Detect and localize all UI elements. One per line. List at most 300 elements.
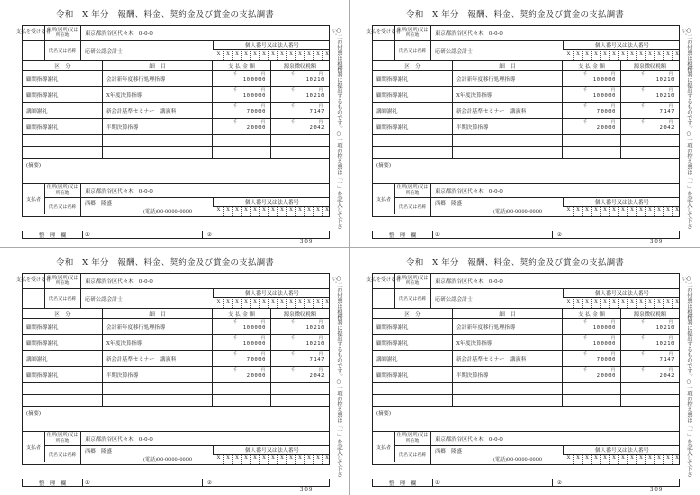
recipient-name-label: 氏名又は名称 — [45, 41, 81, 60]
unit-sen: 千 — [291, 87, 295, 92]
col-amount: 支 払 金 額 — [563, 309, 621, 318]
mynumber-cell: X — [618, 207, 627, 216]
mynumber-cell: X — [277, 299, 286, 308]
mynumber-cell: X — [232, 207, 241, 216]
payment-record-form-1 — [0, 0, 350, 247]
row-withholding: 2042 — [309, 373, 325, 379]
mynumber-cell: X — [232, 299, 241, 308]
mynumber-cell: X — [609, 299, 618, 308]
data-rows — [23, 319, 329, 383]
mynumber-cell: X — [618, 455, 627, 464]
mynumber-cell: X — [573, 207, 582, 216]
mynumber-cell: X — [241, 455, 250, 464]
unit-sen: 千 — [233, 367, 237, 372]
unit-sen: 千 — [291, 319, 295, 324]
data-rows — [373, 319, 679, 383]
payer-block-label: 支払者 — [23, 184, 45, 214]
mynumber-cell: X — [286, 299, 295, 308]
mynumber-cell: X — [250, 207, 259, 216]
mynumber-cell: X — [259, 51, 268, 60]
mynumber-cell: X — [241, 299, 250, 308]
mynumber-cell: X — [277, 51, 286, 60]
payer-block-label: 支払者 — [373, 432, 395, 462]
mynumber-cell: X — [618, 299, 627, 308]
form-code: 309 — [650, 239, 664, 245]
column-header-row — [373, 309, 679, 319]
row-kubun: 顧問指導謝礼 — [373, 119, 453, 134]
col-kubun: 区 分 — [23, 309, 103, 318]
mynumber-cell: X — [582, 299, 591, 308]
unit-en: 円 — [261, 335, 265, 340]
unit-en: 円 — [261, 87, 265, 92]
column-header-row — [23, 61, 329, 71]
mynumber-cell: X — [268, 299, 277, 308]
footer-box — [372, 479, 680, 487]
side-note: ○二の付票は税務署に提出するものです。○一項の控え票は「一」を記入して下さい。 — [330, 276, 342, 477]
unit-sen: 千 — [233, 71, 237, 76]
footer-box — [22, 479, 330, 487]
row-kubun: 顧問指導謝礼 — [373, 367, 453, 382]
row-withholding: 2042 — [309, 125, 325, 131]
summary-label: (摘要) — [376, 163, 391, 169]
row-amount: 20000 — [596, 125, 616, 131]
mynumber-cell: X — [663, 207, 672, 216]
mynumber-cell: X — [636, 455, 645, 464]
mynumber-cell: X — [268, 207, 277, 216]
unit-sen: 千 — [641, 71, 645, 76]
payer-phone: (電話)00-0000-0000 — [493, 209, 543, 215]
row-withholding: 2042 — [659, 373, 675, 379]
mynumber-cell: X — [663, 299, 672, 308]
col-saimoku: 細 目 — [103, 309, 213, 318]
payer-name-row — [23, 446, 329, 464]
unit-en: 円 — [319, 351, 323, 356]
row-withholding: 10210 — [655, 325, 675, 331]
mynumber-cell: X — [600, 455, 609, 464]
mynumber-cell: X — [286, 51, 295, 60]
form-grid — [16, 25, 330, 217]
footer-box — [372, 231, 680, 239]
mynumber-cell: X — [566, 455, 571, 461]
table-row — [23, 367, 329, 383]
recipient-address-row — [16, 26, 329, 41]
unit-en: 円 — [611, 87, 615, 92]
payer-name: 西郷 隆盛 — [435, 448, 462, 455]
mynumber-cell: X — [259, 455, 268, 464]
mynumber-cell: X — [322, 207, 331, 216]
col-kubun: 区 分 — [23, 61, 103, 70]
unit-en: 円 — [611, 119, 615, 124]
row-kubun: 顧問指導謝礼 — [373, 71, 453, 86]
unit-en: 円 — [669, 87, 673, 92]
mynumber-cell: X — [627, 207, 636, 216]
unit-sen: 千 — [233, 335, 237, 340]
column-header-row — [23, 309, 329, 319]
mynumber-cell: X — [313, 207, 322, 216]
mynumber-cell: X — [663, 455, 672, 464]
empty-row — [23, 147, 329, 159]
unit-sen: 千 — [291, 351, 295, 356]
mynumber-cell: X — [600, 207, 609, 216]
payer-name-row — [373, 198, 679, 216]
recipient-mynumber-label: 個人番号又は法人番号 — [213, 41, 330, 50]
form-title: 令和 X 年分 報酬、料金、契約金及び賞金の支払調書 — [406, 258, 624, 268]
payer-mynumber-label: 個人番号又は法人番号 — [563, 198, 680, 207]
mynumber-cell: X — [645, 455, 654, 464]
payer-mynumber — [564, 207, 681, 216]
table-row — [373, 335, 679, 351]
side-note: ○二の付票は税務署に提出するものです。○一項の控え票は「一」を記入して下さい。 — [680, 276, 692, 477]
footer-mark-1: ① — [83, 479, 203, 486]
row-amount: 100000 — [592, 77, 616, 83]
row-withholding: 10210 — [305, 325, 325, 331]
row-saimoku: 会計新年度移行処理指導 — [103, 71, 213, 86]
unit-sen: 千 — [583, 335, 587, 340]
unit-en: 円 — [669, 367, 673, 372]
footer-mark-2: ② — [207, 231, 212, 238]
payer-block-label: 支払者 — [373, 184, 395, 214]
row-amount: 100000 — [242, 77, 266, 83]
recipient-name-row — [373, 289, 679, 309]
footer-mark-2: ② — [557, 231, 562, 238]
unit-en: 円 — [319, 335, 323, 340]
row-kubun: 顧問指導謝礼 — [23, 71, 103, 86]
unit-en: 円 — [669, 119, 673, 124]
payer-mynumber — [214, 455, 331, 464]
col-withholding: 源泉徴収税額 — [633, 311, 667, 318]
mynumber-cell: X — [645, 299, 654, 308]
table-row — [23, 319, 329, 335]
table-row — [23, 71, 329, 87]
row-saimoku: 新会計基準セミナー 講演料 — [453, 351, 563, 366]
row-withholding: 7147 — [309, 109, 325, 115]
payer-phone: (電話)00-0000-0000 — [143, 209, 193, 215]
row-withholding: 7147 — [659, 109, 675, 115]
row-withholding: 10210 — [655, 341, 675, 347]
mynumber-cell: X — [654, 299, 663, 308]
row-kubun: 顧問指導謝礼 — [373, 87, 453, 102]
mynumber-cell: X — [636, 207, 645, 216]
payer-name: 西郷 隆盛 — [85, 200, 112, 207]
recipient-name: 応研公認会計士 — [85, 296, 123, 303]
payer-address: 東京都渋谷区代々木 0-0-0 — [85, 436, 153, 443]
unit-sen: 千 — [641, 351, 645, 356]
mynumber-cell: X — [582, 455, 591, 464]
payer-address: 東京都渋谷区代々木 0-0-0 — [85, 188, 153, 195]
mynumber-cell: X — [322, 455, 331, 464]
summary-row — [373, 407, 679, 432]
recipient-block-label: 支払を受ける者 — [23, 274, 45, 288]
row-withholding: 7147 — [659, 357, 675, 363]
mynumber-cell: X — [216, 51, 221, 57]
mynumber-cell: X — [573, 299, 582, 308]
unit-sen: 千 — [583, 103, 587, 108]
unit-sen: 千 — [233, 119, 237, 124]
mynumber-cell: X — [286, 455, 295, 464]
row-kubun: 顧問指導謝礼 — [23, 319, 103, 334]
payer-address-label: 住所(居所)又は所在地 — [395, 432, 431, 445]
unit-sen: 千 — [583, 351, 587, 356]
unit-sen: 千 — [583, 71, 587, 76]
empty-row — [373, 147, 679, 159]
row-amount: 70000 — [596, 357, 616, 363]
footer-label: 整 理 欄 — [23, 479, 83, 486]
col-withholding: 源泉徴収税額 — [633, 63, 667, 70]
unit-sen: 千 — [641, 119, 645, 124]
row-withholding: 10210 — [655, 93, 675, 99]
recipient-name: 応研公認会計士 — [85, 48, 123, 55]
recipient-address-row — [16, 274, 329, 289]
mynumber-cell: X — [268, 455, 277, 464]
mynumber-cell: X — [609, 207, 618, 216]
unit-sen: 千 — [641, 367, 645, 372]
form-title: 令和 X 年分 報酬、料金、契約金及び賞金の支払調書 — [56, 10, 274, 20]
unit-en: 円 — [669, 71, 673, 76]
footer-mark-1: ① — [83, 231, 203, 238]
recipient-address-row — [366, 26, 679, 41]
unit-sen: 千 — [291, 367, 295, 372]
mynumber-cell: X — [295, 207, 304, 216]
payer-mynumber — [564, 455, 681, 464]
mynumber-cell: X — [591, 207, 600, 216]
payer-name: 西郷 隆盛 — [435, 200, 462, 207]
row-amount: 100000 — [242, 341, 266, 347]
unit-en: 円 — [611, 351, 615, 356]
recipient-address: 東京都渋谷区代々木 0-0-0 — [85, 31, 153, 37]
mynumber-cell: X — [654, 207, 663, 216]
footer-mark-1: ① — [433, 479, 553, 486]
recipient-name-label: 氏名又は名称 — [45, 289, 81, 308]
summary-row — [23, 159, 329, 184]
mynumber-cell: X — [268, 51, 277, 60]
summary-label: (摘要) — [376, 411, 391, 417]
row-kubun: 顧問指導謝礼 — [373, 319, 453, 334]
mynumber-cell: X — [591, 455, 600, 464]
row-saimoku: X年度決算指導 — [103, 335, 213, 350]
row-amount: 100000 — [592, 341, 616, 347]
mynumber-cell: X — [600, 51, 609, 60]
mynumber-cell: X — [609, 455, 618, 464]
mynumber-cell: X — [259, 299, 268, 308]
unit-sen: 千 — [233, 87, 237, 92]
recipient-mynumber-label: 個人番号又は法人番号 — [563, 41, 680, 50]
recipient-block-label: 支払を受ける者 — [373, 26, 395, 40]
row-amount: 100000 — [242, 325, 266, 331]
form-title: 令和 X 年分 報酬、料金、契約金及び賞金の支払調書 — [406, 10, 624, 20]
unit-sen: 千 — [291, 335, 295, 340]
payment-record-form-4 — [350, 248, 700, 495]
unit-sen: 千 — [233, 103, 237, 108]
form-grid — [16, 273, 330, 465]
row-amount: 70000 — [246, 109, 266, 115]
row-amount: 70000 — [596, 109, 616, 115]
row-withholding: 10210 — [305, 93, 325, 99]
row-saimoku: 会計新年度移行処理指導 — [453, 71, 563, 86]
mynumber-cell: X — [654, 455, 663, 464]
mynumber-cell: X — [636, 299, 645, 308]
row-kubun: 顧問指導謝礼 — [23, 119, 103, 134]
table-row — [23, 351, 329, 367]
col-amount: 支 払 金 額 — [213, 61, 271, 70]
recipient-name: 応研公認会計士 — [435, 296, 473, 303]
form-title: 令和 X 年分 報酬、料金、契約金及び賞金の支払調書 — [56, 258, 274, 268]
unit-sen: 千 — [641, 335, 645, 340]
unit-en: 円 — [261, 351, 265, 356]
unit-en: 円 — [611, 335, 615, 340]
table-row — [373, 103, 679, 119]
empty-row — [23, 135, 329, 147]
mynumber-cell: X — [295, 455, 304, 464]
mynumber-cell: X — [223, 299, 232, 308]
mynumber-cell: X — [618, 51, 627, 60]
footer-label: 整 理 欄 — [373, 479, 433, 486]
mynumber-cell: X — [313, 299, 322, 308]
unit-sen: 千 — [641, 103, 645, 108]
mynumber-cell: X — [250, 299, 259, 308]
empty-row — [23, 395, 329, 407]
payer-block-label: 支払者 — [23, 432, 45, 462]
unit-en: 円 — [319, 87, 323, 92]
data-rows — [373, 71, 679, 135]
recipient-mynumber — [214, 299, 331, 308]
col-saimoku: 細 目 — [103, 61, 213, 70]
side-note: ○二の付票は税務署に提出するものです。○一項の控え票は「一」を記入して下さい。 — [680, 28, 692, 229]
row-saimoku: 会計新年度移行処理指導 — [453, 319, 563, 334]
row-saimoku: 新会計基準セミナー 講演料 — [103, 103, 213, 118]
payer-name-row — [373, 446, 679, 464]
side-note: ○二の付票は税務署に提出するものです。○一項の控え票は「一」を記入して下さい。 — [330, 28, 342, 229]
table-row — [23, 335, 329, 351]
mynumber-cell: X — [627, 51, 636, 60]
unit-sen: 千 — [233, 351, 237, 356]
unit-sen: 千 — [291, 103, 295, 108]
unit-en: 円 — [611, 103, 615, 108]
data-rows — [23, 71, 329, 135]
row-saimoku: X年度決算指導 — [453, 87, 563, 102]
unit-sen: 千 — [583, 319, 587, 324]
row-amount: 20000 — [246, 373, 266, 379]
row-amount: 20000 — [596, 373, 616, 379]
mynumber-cell: X — [573, 51, 582, 60]
payer-phone: (電話)00-0000-0000 — [493, 457, 543, 463]
empty-row — [373, 383, 679, 395]
mynumber-cell: X — [250, 455, 259, 464]
summary-row — [373, 159, 679, 184]
unit-en: 円 — [669, 103, 673, 108]
row-saimoku: X年度決算指導 — [453, 335, 563, 350]
mynumber-cell: X — [609, 51, 618, 60]
form-grid — [366, 25, 680, 217]
unit-en: 円 — [611, 367, 615, 372]
footer-label: 整 理 欄 — [373, 231, 433, 238]
recipient-mynumber — [564, 299, 681, 308]
recipient-block-label: 支払を受ける者 — [373, 274, 395, 288]
payer-name-label: 氏名又は名称 — [45, 198, 81, 216]
mynumber-cell: X — [566, 51, 571, 57]
recipient-address-row — [366, 274, 679, 289]
mynumber-cell: X — [216, 207, 221, 213]
footer-mark-2: ② — [557, 479, 562, 486]
table-row — [373, 71, 679, 87]
unit-en: 円 — [611, 71, 615, 76]
unit-sen: 千 — [291, 71, 295, 76]
mynumber-cell: X — [304, 207, 313, 216]
row-saimoku: 半期決算指導 — [103, 367, 213, 382]
row-saimoku: X年度決算指導 — [103, 87, 213, 102]
empty-row — [373, 395, 679, 407]
col-withholding: 源泉徴収税額 — [283, 311, 317, 318]
col-amount: 支 払 金 額 — [213, 309, 271, 318]
mynumber-cell: X — [591, 51, 600, 60]
col-withholding: 源泉徴収税額 — [283, 63, 317, 70]
mynumber-cell: X — [295, 51, 304, 60]
mynumber-cell: X — [672, 455, 681, 464]
mynumber-cell: X — [322, 51, 331, 60]
payer-mynumber — [214, 207, 331, 216]
payer-address: 東京都渋谷区代々木 0-0-0 — [435, 188, 503, 195]
empty-row — [23, 383, 329, 395]
payment-record-form-2 — [350, 0, 700, 247]
mynumber-cell: X — [636, 51, 645, 60]
row-kubun: 講師謝礼 — [23, 351, 103, 366]
row-withholding: 2042 — [659, 125, 675, 131]
row-saimoku: 半期決算指導 — [453, 119, 563, 134]
unit-en: 円 — [261, 119, 265, 124]
payer-name-row — [23, 198, 329, 216]
row-amount: 100000 — [592, 93, 616, 99]
payer-name-label: 氏名又は名称 — [395, 198, 431, 216]
mynumber-cell: X — [295, 299, 304, 308]
form-code: 309 — [300, 239, 314, 245]
mynumber-cell: X — [250, 51, 259, 60]
payer-name: 西郷 隆盛 — [85, 448, 112, 455]
row-kubun: 顧問指導謝礼 — [23, 335, 103, 350]
footer-mark-2: ② — [207, 479, 212, 486]
footer-mark-1: ① — [433, 231, 553, 238]
mynumber-cell: X — [232, 51, 241, 60]
recipient-address: 東京都渋谷区代々木 0-0-0 — [435, 279, 503, 285]
mynumber-cell: X — [600, 299, 609, 308]
form-grid — [366, 273, 680, 465]
form-code: 309 — [300, 487, 314, 493]
unit-en: 円 — [261, 103, 265, 108]
payment-record-form-3 — [0, 248, 350, 495]
mynumber-cell: X — [582, 51, 591, 60]
unit-sen: 千 — [233, 319, 237, 324]
mynumber-cell: X — [223, 51, 232, 60]
col-saimoku: 細 目 — [453, 309, 563, 318]
mynumber-cell: X — [627, 455, 636, 464]
unit-en: 円 — [669, 319, 673, 324]
mynumber-cell: X — [313, 51, 322, 60]
recipient-name-row — [373, 41, 679, 61]
mynumber-cell: X — [232, 455, 241, 464]
mynumber-cell: X — [582, 207, 591, 216]
recipient-name: 応研公認会計士 — [435, 48, 473, 55]
recipient-address: 東京都渋谷区代々木 0-0-0 — [435, 31, 503, 37]
col-kubun: 区 分 — [373, 61, 453, 70]
mynumber-cell: X — [627, 299, 636, 308]
unit-en: 円 — [319, 71, 323, 76]
payer-name-label: 氏名又は名称 — [45, 446, 81, 464]
col-kubun: 区 分 — [373, 309, 453, 318]
table-row — [373, 87, 679, 103]
recipient-address-label: 住所(居所)又は所在地 — [395, 274, 431, 288]
payer-mynumber-label: 個人番号又は法人番号 — [213, 198, 330, 207]
recipient-block-label: 支払を受ける者 — [23, 26, 45, 40]
table-row — [373, 119, 679, 135]
recipient-mynumber-label: 個人番号又は法人番号 — [563, 289, 680, 298]
